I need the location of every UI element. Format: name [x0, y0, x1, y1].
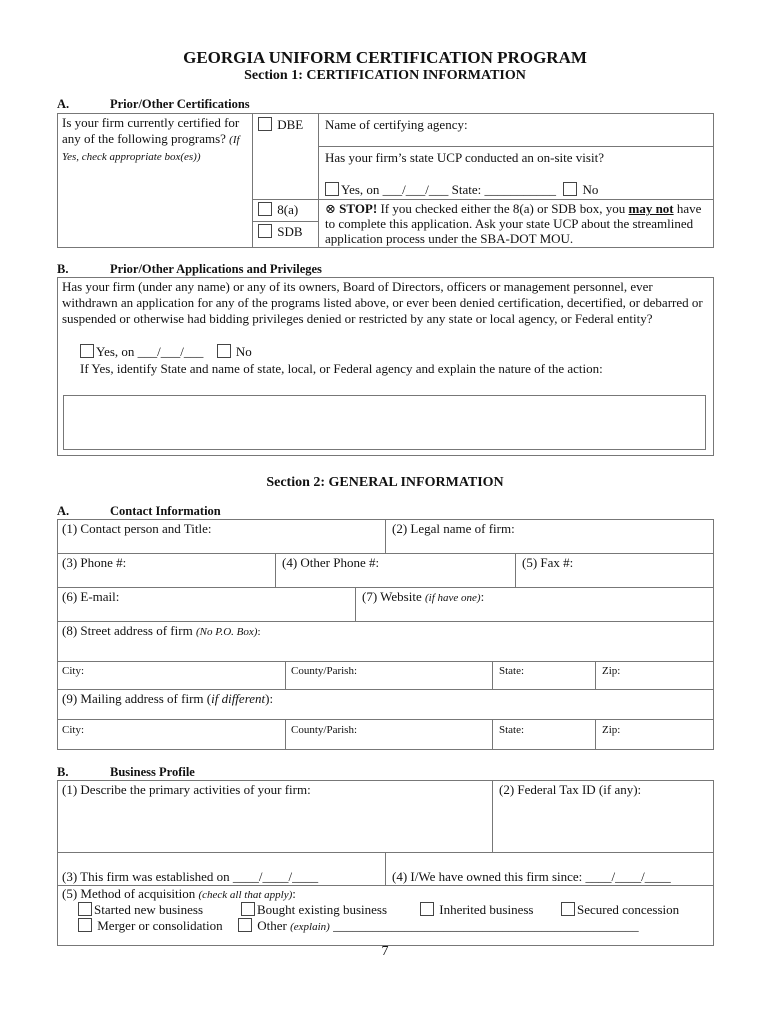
website-field[interactable]: (7) Website (if have one): [362, 589, 485, 604]
section2-title: Section 2: GENERAL INFORMATION [266, 475, 504, 490]
section1-b-heading: Prior/Other Applications and Privileges [110, 262, 322, 276]
applications-no-checkbox[interactable] [217, 344, 231, 358]
fax-field[interactable]: (5) Fax #: [522, 555, 574, 570]
page-number: 7 [381, 944, 389, 959]
owned-since-field[interactable]: (4) I/We have owned this firm since: ____/____/____ [392, 869, 671, 884]
primary-activities-field[interactable]: (1) Describe the primary activities of your firm: [62, 782, 311, 797]
section1-b-letter: B. [57, 262, 69, 276]
legal-name-field[interactable]: (2) Legal name of firm: [392, 521, 515, 536]
section2-b-letter: B. [57, 765, 69, 779]
street-address-field[interactable]: (8) Street address of firm (No P.O. Box): [62, 623, 261, 638]
email-field[interactable]: (6) E-mail: [62, 589, 120, 604]
inherited-business-checkbox[interactable]: Inherited business [420, 902, 533, 918]
sdb-checkbox[interactable]: SDB [258, 224, 303, 240]
onsite-yes-checkbox[interactable]: Yes, on ___/___/___ State: ___________ No [325, 182, 598, 198]
section2-b-heading: Business Profile [110, 765, 195, 779]
other-checkbox[interactable]: Other (explain) _______________________________________________ [238, 918, 639, 934]
street-city-field[interactable]: City: [62, 665, 85, 677]
phone-field[interactable]: (3) Phone #: [62, 555, 127, 570]
dbe-checkbox[interactable]: DBE [258, 117, 303, 133]
section2-a-heading: Contact Information [110, 504, 221, 518]
certifying-agency-field[interactable]: Name of certifying agency: [325, 117, 468, 132]
street-zip-field[interactable]: Zip: [602, 665, 621, 677]
street-county-field[interactable]: County/Parish: [291, 665, 358, 677]
onsite-no-checkbox[interactable] [563, 182, 577, 196]
mailing-zip-field[interactable]: Zip: [602, 724, 621, 736]
established-date-field[interactable]: (3) This firm was established on ____/____/____ [62, 869, 319, 884]
merger-consolidation-checkbox[interactable]: Merger or consolidation [78, 918, 223, 934]
contact-person-field[interactable]: (1) Contact person and Title: [62, 521, 212, 536]
mailing-state-field[interactable]: State: [499, 724, 525, 736]
mailing-county-field[interactable]: County/Parish: [291, 724, 358, 736]
acquisition-method-label: (5) Method of acquisition (check all that apply): [62, 886, 296, 901]
street-state-field[interactable]: State: [499, 665, 525, 677]
mailing-address-field[interactable]: (9) Mailing address of firm (if different): [62, 691, 274, 706]
8a-checkbox[interactable]: 8(a) [258, 202, 298, 218]
applications-explain-field[interactable] [63, 395, 706, 450]
document-title: GEORGIA UNIFORM CERTIFICATION PROGRAM [183, 48, 587, 67]
stop-notice: ⊗ STOP! If you checked either the 8(a) or SDB box, you may not have to complete this application. Ask your state UCP about the streamlined application process under the SBA-DOT MOU. [325, 201, 702, 246]
secured-concession-checkbox[interactable]: Secured concession [561, 902, 679, 918]
applications-explain-label: If Yes, identify State and name of state, local, or Federal agency and explain the nature of the action: [80, 361, 603, 376]
started-new-business-checkbox[interactable]: Started new business [78, 902, 203, 918]
certification-question: Is your firm currently certified for any of the following programs? (If Yes, check appropriate box(es)) [62, 115, 240, 163]
section1-a-heading: Prior/Other Certifications [110, 97, 250, 111]
section1-a-letter: A. [57, 97, 70, 111]
bought-existing-business-checkbox[interactable]: Bought existing business [241, 902, 387, 918]
applications-question: Has your firm (under any name) or any of its owners, Board of Directors, officers or management personnel, ever withdrawn an application for any of the programs listed above, or ever been denied certification, decertified, or debarred or suspended or otherwise had bidding privileges denied or restricted by any state or local agency, or Federal entity? [62, 279, 703, 326]
applications-yes-checkbox[interactable]: Yes, on ___/___/___ No [80, 344, 252, 360]
federal-tax-id-field[interactable]: (2) Federal Tax ID (if any): [499, 782, 642, 797]
mailing-city-field[interactable]: City: [62, 724, 85, 736]
other-phone-field[interactable]: (4) Other Phone #: [282, 555, 380, 570]
section2-a-letter: A. [57, 504, 70, 518]
section1-title: Section 1: CERTIFICATION INFORMATION [244, 68, 526, 83]
onsite-question: Has your firm’s state UCP conducted an on-site visit? [325, 150, 604, 165]
